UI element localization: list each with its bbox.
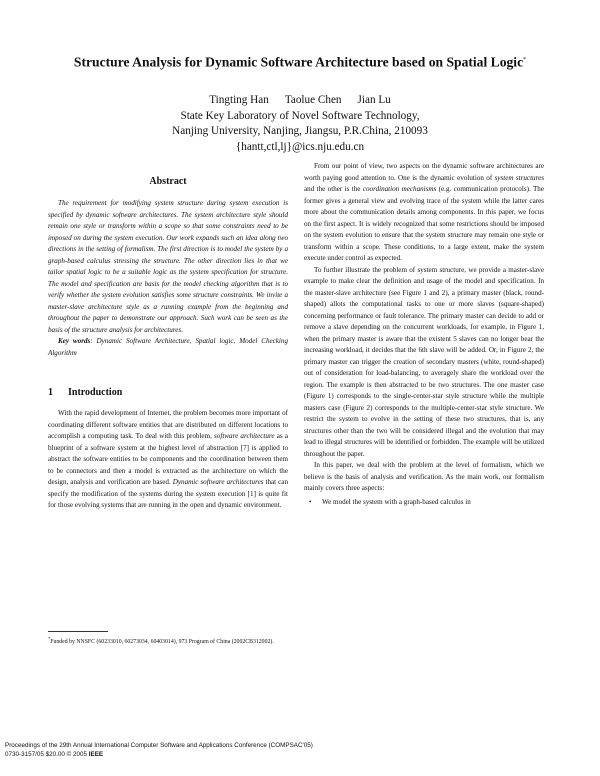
page-footer — [5, 741, 595, 759]
footnote-text: Funded by NNSFC (60233010, 60273034, 60403014), 973 Program of China (2002CB312002). — [50, 638, 274, 645]
section-number: 1 — [48, 387, 53, 398]
body-paragraph: In this paper, we deal with the problem at the level of formalism, which we believe is the basis of analysis and verification. As the main work, our formalism mainly covers three aspects: — [304, 461, 544, 492]
footnote-rule — [48, 631, 108, 632]
author-name: Tingting Han — [209, 94, 269, 106]
paper-title — [40, 52, 560, 71]
keywords — [48, 336, 288, 359]
copyright-line: 0730-3157/05 $20.00 © 2005 IEEE — [5, 751, 104, 758]
abstract-body: The requirement for modifying system structure during system execution is specified by dynamic software architectures. The system architecture style should remain one style or transform within a scope so that some constraints need to be imposed on during the system execution. Our work expands such an idea along two directions in the setting of formalism. The first direction is to model the system by a graph-based calculus stressing the structure. The other direction lies in that we tailor spatial logic to be a suitable logic as the system specification for structure. The model and specification are basis for the model checking algorithm that is to verify whether the system evolution satisfies some structure constraints. We invite a master-slave architecture style as a running example from the beginning and throughout the paper to demonstrate our approach. Such work can be seen as the basis of the structure analysis for architectures. — [48, 199, 288, 334]
keywords-label: Key words — [58, 337, 91, 345]
contribution-list — [304, 497, 544, 509]
title-footnote-mark: * — [523, 57, 527, 63]
author-block — [100, 93, 500, 155]
affiliation: State Key Laboratory of Novel Software Technology, — [180, 109, 420, 122]
email: {hantt,ctl,lj}@ics.nju.edu.cn — [235, 140, 365, 153]
list-item: • We model the system with a graph-based calculus in — [304, 497, 544, 509]
author-name: Taolue Chen — [284, 94, 342, 106]
right-column — [304, 161, 544, 508]
title-text: Structure Analysis for Dynamic Software Architecture based on Spatial Logic — [73, 54, 524, 70]
left-column — [48, 176, 288, 512]
proceedings-line: Proceedings of the 29th Annual International Computer Software and Applications Conference (COMPSAC'05) — [5, 742, 313, 749]
address: Nanjing University, Nanjing, Jiangsu, P.R.China, 210093 — [172, 125, 428, 137]
author-name: Jian Lu — [357, 94, 391, 106]
intro-paragraph: With the rapid development of Internet, the problem becomes more important of coordinating different software entities that are distributed on different locations to accomplish a computing task. To deal with this problem, software architecture as a blueprint of a software system at the highest level of abstraction [7] is applied to abstract the software entities to be components and the coordination between them to be connectors and then a model is extracted as the architecture on which the design, analysis and verification are based. Dynamic software architectures that can specify the modification of the systems during the system execution [1] is quite fit for those evolving systems that are running in the open and dynamic environment. — [48, 409, 288, 509]
abstract-heading: Abstract — [149, 176, 187, 187]
body-paragraph: To further illustrate the problem of system structure, we provide a master-slave example to make clear the definition and usage of the model and specification. In the master-slave architecture (see Figure 1 and 2), a primary master (black, round-shaped) allots the computational tasks to one or more slaves (square-shaped) concerning performance or fault tolerance. The primary master can decide to add or remove a slave depending on the concurrent workloads, for example, in Figure 1, when the primary master is aware that the existent 5 slaves can no longer bear the increasing workload, it decides that the 6th slave will be added. Or, in Figure 2, the primary master can trigger the creation of secondary masters (white, round-shaped) out of consideration for load-balancing, to averagely share the workload over the region. The example is then abstracted to be two structures. The one master case (Figure 1) corresponds to the single-center-star style structure while the multiple masters case (Figure 2) corresponds to the multiple-center-star style structure. We restrict the system to evolve in the setting of these two structures, that is, any structures other than the two will be considered illegal and the evolution that may lead to illegal structures will be identified or forbidden. The example will be utilized throughout the paper. — [304, 265, 544, 458]
author-names — [100, 93, 500, 109]
bullet-icon: • — [309, 497, 312, 506]
section-title: Introduction — [68, 387, 123, 398]
intro-heading — [48, 387, 288, 399]
ieee-logo: IEEE — [88, 751, 104, 758]
footnote — [48, 634, 288, 647]
keywords-text: : Dynamic Software Architecture, Spatial logic, Model Checking Algorithm — [48, 337, 289, 357]
footnote-mark: * — [48, 636, 51, 641]
body-paragraph: From our point of view, two aspects on the dynamic software architectures are worth paying good attention to. One is the dynamic evolution of system structures and the other is the coordination mechanisms (e.g. communication protocols). The former gives a general view and evolving trace of the system while the latter cares more about the communication details among components. In this paper, we focus on the first aspect. It is widely recognized that some restrictions should be imposed on the system evolution to ensure that the system structure may remain one style or transform within a scope. These conditions, to a large extent, make the system execute under control as expected. — [304, 162, 545, 262]
